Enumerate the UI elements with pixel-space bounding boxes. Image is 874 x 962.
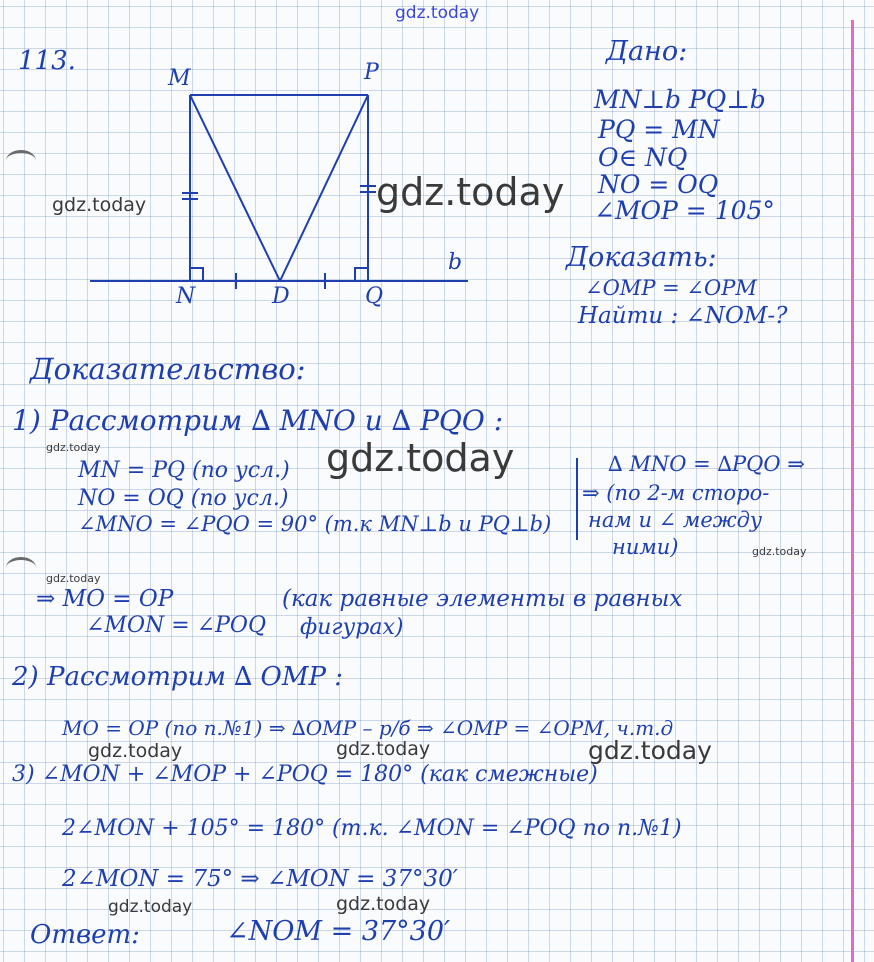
step1-line: MN = PQ (по усл.) — [78, 458, 290, 483]
given-line: NO = OQ — [598, 170, 719, 199]
watermark-top: gdz.today — [395, 3, 480, 23]
watermark-large: gdz.today — [326, 436, 515, 480]
step2-line: MO = OP (по п.№1) ⇒ ∆OMP – р/б ⇒ ∠OMP = ∠OPM, ч.т.д — [62, 716, 674, 740]
given-line: ∠MOP = 105° — [594, 196, 775, 225]
answer-label: Ответ: — [30, 920, 140, 950]
watermark-small: gdz.today — [108, 897, 193, 917]
prove-statement: ∠OMP = ∠OPM — [585, 276, 757, 300]
label-M: M — [168, 66, 191, 91]
step1-result: ∠MON = ∠POQ — [86, 613, 266, 638]
watermark-small: gdz.today — [46, 572, 101, 585]
watermark-small: gdz.today — [336, 893, 431, 915]
step3-line: 2∠MON + 105° = 180° (т.к. ∠MON = ∠POQ по п.№1) — [62, 816, 682, 841]
find-statement: Найти : ∠NOM-? — [578, 303, 788, 329]
problem-number: 113. — [18, 46, 76, 76]
step1-conclusion: ⇒ (по 2-м сторо- — [582, 481, 770, 505]
watermark-small: gdz.today — [336, 738, 431, 760]
watermark-small: gdz.today — [52, 194, 147, 216]
given-line: PQ = MN — [598, 115, 720, 144]
answer-value: ∠NOM = 37°30′ — [226, 916, 451, 947]
step1-line: NO = OQ (по усл.) — [78, 486, 289, 511]
prove-heading: Доказать: — [566, 242, 717, 273]
step3-line: 2∠MON = 75° ⇒ ∠MON = 37°30′ — [62, 866, 458, 892]
label-D: D — [272, 284, 290, 309]
label-P: P — [364, 60, 379, 85]
step1-line: ∠MNO = ∠PQO = 90° (т.к MN⊥b и PQ⊥b) — [78, 512, 552, 536]
step1-conclusion: ними) — [612, 535, 679, 559]
given-line: MN⊥b PQ⊥b — [594, 85, 766, 114]
proof-heading: Доказательство: — [30, 352, 306, 386]
label-N: N — [176, 284, 196, 309]
given-heading: Дано: — [606, 36, 688, 67]
watermark-small: gdz.today — [588, 736, 712, 765]
step1-result-note: фигурах) — [300, 615, 404, 640]
step1-conclusion: ∆ MNO = ∆PQO ⇒ — [608, 452, 805, 476]
watermark-large: gdz.today — [376, 170, 565, 214]
watermark-small: gdz.today — [46, 441, 101, 454]
label-b: b — [448, 250, 463, 275]
step2-title: 2) Рассмотрим ∆ OMP : — [12, 662, 344, 692]
step1-result-note: (как равные элементы в равных — [282, 586, 683, 612]
step1-result: ⇒ MO = OP — [36, 586, 174, 612]
step3-line: 3) ∠MON + ∠MOP + ∠POQ = 180° (как смежные) — [12, 762, 598, 787]
given-line: O∈ NQ — [598, 143, 688, 172]
step1-conclusion: нам и ∠ между — [588, 508, 763, 532]
watermark-small: gdz.today — [752, 545, 807, 558]
label-Q: Q — [365, 284, 384, 309]
step1-title: 1) Рассмотрим ∆ MNO и ∆ PQO : — [12, 404, 504, 437]
watermark-small: gdz.today — [88, 740, 183, 762]
